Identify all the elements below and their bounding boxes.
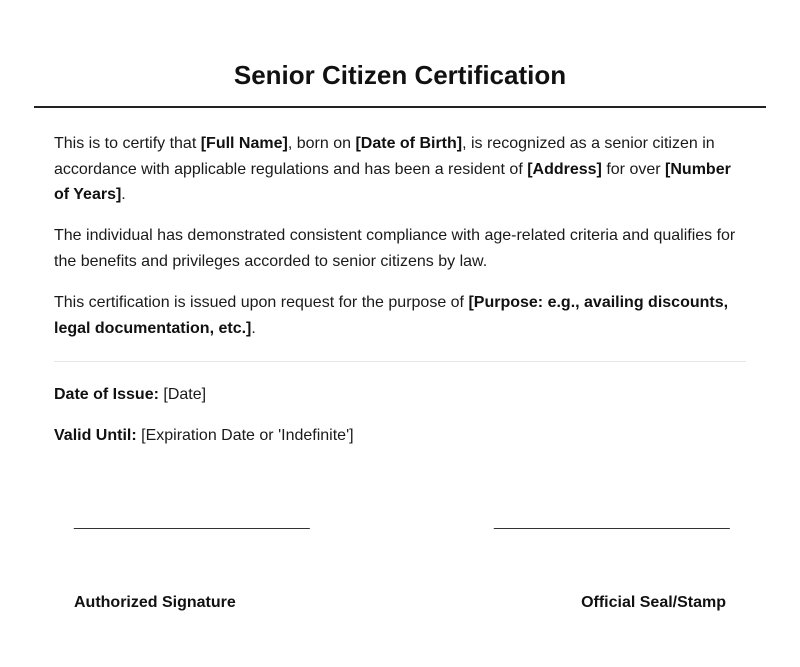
signature-line: ____________________________ xyxy=(74,513,310,530)
compliance-paragraph: The individual has demonstrated consistent compliance with age-related criteria and qualifies for the benefits and privileges accorded to senior citizens by law. xyxy=(54,227,736,270)
paragraph1-text-3: , is recognized as a senior citizen in accordance with applicable regulations and has been a resident of xyxy=(54,135,715,178)
section-divider xyxy=(54,361,746,362)
paragraph3-text-2: . xyxy=(251,319,256,337)
paragraph3-text-1: This certification is issued upon request for the purpose of xyxy=(54,294,469,311)
date-of-issue-value: [Date] xyxy=(158,386,207,403)
address-placeholder: [Address] xyxy=(527,160,602,178)
purpose-placeholder: [Purpose: e.g., availing discounts, legal documentation, etc.] xyxy=(54,294,729,337)
date-of-issue-row xyxy=(54,384,206,406)
paragraph1-text-4: for over xyxy=(601,160,666,178)
number-of-years-placeholder: [Number of Years] xyxy=(54,160,731,203)
document-title: Senior Citizen Certification xyxy=(233,60,567,90)
valid-until-label: Valid Until: xyxy=(54,427,137,444)
valid-until-value: [Expiration Date or 'Indefinite'] xyxy=(136,427,354,444)
title-divider xyxy=(34,106,766,108)
seal-line: ____________________________ xyxy=(494,513,730,530)
official-seal-label: Official Seal/Stamp xyxy=(581,594,726,611)
valid-until-row xyxy=(54,425,354,447)
paragraph1-text-5: . xyxy=(121,186,126,203)
paragraph1-text-1: This is to certify that xyxy=(54,135,201,152)
authorized-signature-label: Authorized Signature xyxy=(74,594,236,611)
date-of-birth-placeholder: [Date of Birth] xyxy=(355,135,463,152)
full-name-placeholder: [Full Name] xyxy=(200,135,288,152)
date-of-issue-label: Date of Issue: xyxy=(54,386,159,403)
purpose-paragraph xyxy=(54,290,746,341)
certification-paragraph xyxy=(54,131,746,208)
paragraph1-text-2: , born on xyxy=(287,135,356,152)
